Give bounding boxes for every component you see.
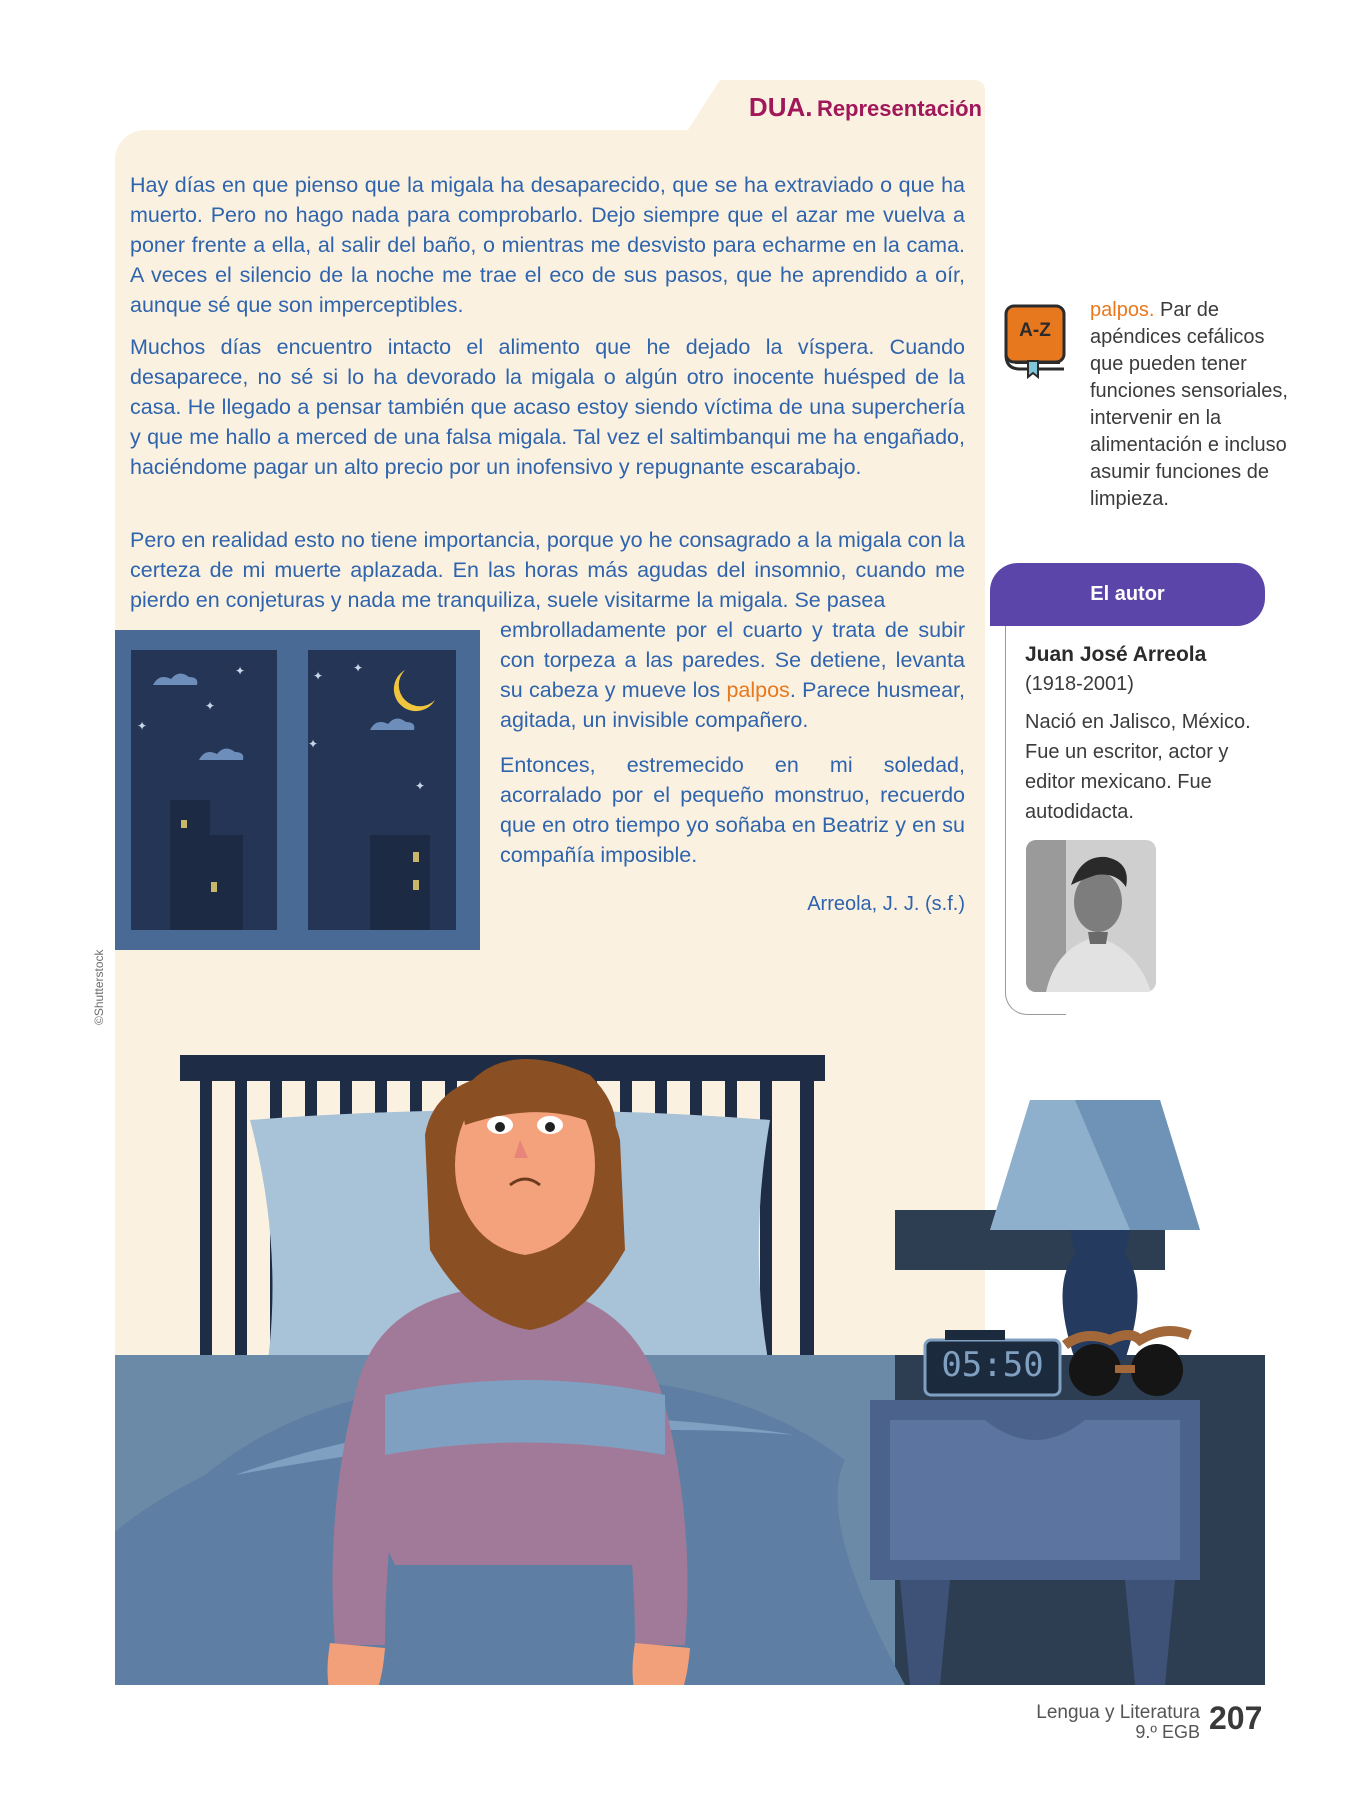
svg-text:✦: ✦ (308, 737, 319, 751)
story-paragraph-2: Muchos días encuentro intacto el alimento que he dejado la víspera. Cuando desaparece, no sé si lo ha devorado la migala o algún otro inocente huésped de la casa. He llegado a pensar también que acaso estoy siendo víctima de una superchería y que me hallo a merced de una falsa migala. Tal vez el saltimbanqui me ha engañado, haciéndome pagar un alto precio por un inofensivo y repugnante escarabajo. (130, 335, 965, 479)
story-p4-text-a: embrolladamente por el cuarto y trata de subir con torpeza a las paredes. Se detiene, levanta su cabeza y mueve los (500, 618, 965, 702)
story-paragraph-4 (500, 615, 965, 735)
author-header: El autor (990, 563, 1265, 626)
story-paragraph-5: Entonces, estremecido en mi soledad, acorralado por el pequeño monstruo, recuerdo que en otro tiempo yo soñaba en Beatriz y en su compañía imposible. (500, 753, 965, 867)
dua-title: DUA. (748, 92, 813, 122)
night-window-illustration (115, 630, 480, 950)
svg-text:✦: ✦ (313, 669, 324, 683)
glossary-term: palpos. (1090, 299, 1155, 321)
image-credit: ©Shutterstock (92, 949, 106, 1025)
svg-text:✦: ✦ (235, 664, 246, 678)
footer-grade: 9.º EGB (1135, 1722, 1200, 1742)
citation: Arreola, J. J. (s.f.) (807, 893, 965, 915)
page-number: 207 (1209, 1700, 1263, 1736)
glossary-entry (1005, 297, 1295, 513)
footer-subject: Lengua y Literatura (1036, 1702, 1200, 1723)
glossary-term-link: palpos (726, 678, 790, 702)
glossary-icon-text: A-Z (1019, 320, 1051, 341)
glossary-definition: Par de apéndices cefálicos que pueden tener funciones sensoriales, intervenir en la alimentación e incluso asumir funciones de limpieza. (1090, 299, 1288, 510)
story-p4-text-b: . Parece husmear, agitada, un invisible compañero. (500, 678, 965, 732)
author-name: Juan José Arreola (1025, 643, 1207, 666)
dua-label (749, 92, 982, 123)
alarm-clock-display: 05:50 (941, 1345, 1044, 1385)
story-paragraph-3: Pero en realidad esto no tiene importancia, porque yo he consagrado a la migala con la certeza de mi muerte aplazada. En las horas más agudas del insomnio, cuando me pierdo en conjeturas y nada me tranquiliza, suele visitarme la migala. Se pasea (130, 528, 965, 612)
author-photo (1026, 840, 1156, 992)
dua-subtitle: Representación (816, 96, 982, 121)
svg-text:✦: ✦ (353, 661, 364, 675)
author-bio: Nació en Jalisco, México. Fue un escritor, actor y editor mexicano. Fue autodidacta. (1025, 711, 1251, 823)
svg-text:✦: ✦ (137, 719, 148, 733)
bedroom-scene-illustration (115, 1005, 1265, 1685)
svg-text:✦: ✦ (205, 699, 216, 713)
svg-text:✦: ✦ (415, 779, 426, 793)
story-paragraph-1: Hay días en que pienso que la migala ha desaparecido, que se ha extraviado o que ha muerto. Pero no hago nada para comprobarlo. Dejo siempre que el azar me vuelva a poner frente a ella, al salir del baño, o mientras me desvisto para echarme en la cama. A veces el silencio de la noche me trae el eco de sus pasos, que he aprendido a oír, aunque sé que son imperceptibles. (130, 173, 965, 317)
glossary-text (1005, 297, 1295, 513)
author-years: (1918-2001) (1025, 673, 1134, 695)
